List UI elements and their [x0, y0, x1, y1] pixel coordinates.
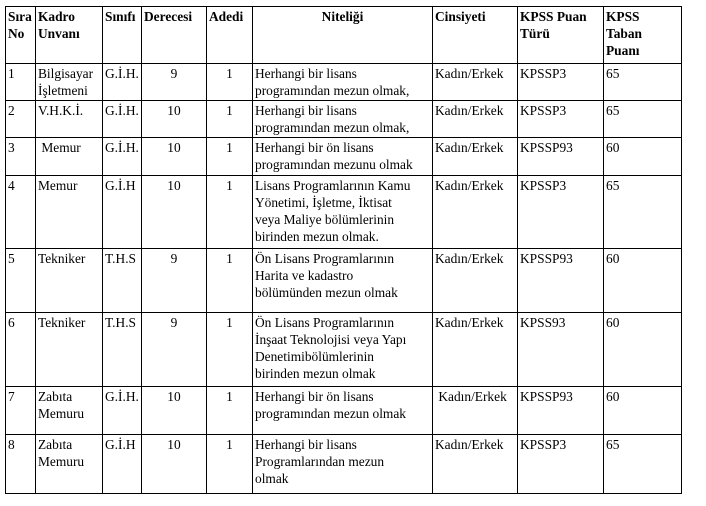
header-kpss-puan-turu: KPSS Puan Türü — [518, 7, 604, 64]
cell-sinifi: G.İ.H. — [103, 387, 142, 435]
cell-kpss-taban-puani: 60 — [604, 313, 682, 387]
cell-kpss-puan-turu: KPSS93 — [518, 313, 604, 387]
cell-derecesi: 9 — [142, 249, 207, 313]
header-cinsiyeti: Cinsiyeti — [433, 7, 518, 64]
cell-kadro: Memur — [36, 138, 103, 176]
cell-sira: 8 — [6, 435, 36, 494]
cell-kadro: V.H.K.İ. — [36, 101, 103, 138]
cell-cinsiyeti: Kadın/Erkek — [433, 176, 518, 249]
cell-derecesi: 10 — [142, 387, 207, 435]
cell-sira: 3 — [6, 138, 36, 176]
cell-adedi: 1 — [207, 387, 253, 435]
cell-kpss-puan-turu: KPSSP3 — [518, 101, 604, 138]
cell-kpss-puan-turu: KPSSP93 — [518, 138, 604, 176]
cell-sira: 5 — [6, 249, 36, 313]
table-row — [6, 435, 682, 494]
cell-niteligi: Ön Lisans Programlarının İnşaat Teknolojisi veya Yapı Denetimibölümlerinin birinden mezun olmak — [253, 313, 433, 387]
cell-adedi: 1 — [207, 101, 253, 138]
cell-cinsiyeti: Kadın/Erkek — [433, 101, 518, 138]
table-row — [6, 313, 682, 387]
cell-sinifi: G.İ.H — [103, 176, 142, 249]
cell-kpss-taban-puani: 60 — [604, 138, 682, 176]
staff-positions-table — [5, 6, 682, 494]
cell-sira: 1 — [6, 64, 36, 101]
cell-kpss-puan-turu: KPSSP93 — [518, 387, 604, 435]
cell-kadro: Zabıta Memuru — [36, 387, 103, 435]
cell-kadro: Zabıta Memuru — [36, 435, 103, 494]
table-row — [6, 138, 682, 176]
cell-sinifi: T.H.S — [103, 249, 142, 313]
cell-kpss-puan-turu: KPSSP3 — [518, 435, 604, 494]
cell-kpss-taban-puani: 60 — [604, 249, 682, 313]
cell-kpss-puan-turu: KPSSP3 — [518, 176, 604, 249]
cell-derecesi: 9 — [142, 313, 207, 387]
cell-cinsiyeti: Kadın/Erkek — [433, 313, 518, 387]
cell-sira: 7 — [6, 387, 36, 435]
cell-kadro: Bilgisayar İşletmeni — [36, 64, 103, 101]
cell-cinsiyeti: Kadın/Erkek — [433, 435, 518, 494]
cell-sinifi: T.H.S — [103, 313, 142, 387]
table-row — [6, 249, 682, 313]
header-derecesi: Derecesi — [142, 7, 207, 64]
table-row — [6, 176, 682, 249]
cell-sira: 2 — [6, 101, 36, 138]
cell-cinsiyeti: Kadın/Erkek — [433, 138, 518, 176]
table-row — [6, 387, 682, 435]
cell-niteligi: Herhangi bir lisans Programlarından mezun olmak — [253, 435, 433, 494]
cell-derecesi: 10 — [142, 101, 207, 138]
header-kpss-taban-puani: KPSS Taban Puanı — [604, 7, 682, 64]
cell-derecesi: 10 — [142, 435, 207, 494]
cell-derecesi: 10 — [142, 176, 207, 249]
cell-adedi: 1 — [207, 435, 253, 494]
cell-kpss-taban-puani: 65 — [604, 435, 682, 494]
cell-sinifi: G.İ.H. — [103, 64, 142, 101]
cell-sira: 4 — [6, 176, 36, 249]
cell-adedi: 1 — [207, 313, 253, 387]
cell-niteligi: Herhangi bir ön lisans programından mezun olmak — [253, 387, 433, 435]
cell-kadro: Tekniker — [36, 249, 103, 313]
table-row — [6, 64, 682, 101]
cell-kpss-taban-puani: 60 — [604, 387, 682, 435]
cell-niteligi: Herhangi bir ön lisans programından mezunu olmak — [253, 138, 433, 176]
header-sinifi: Sınıfı — [103, 7, 142, 64]
header-adedi: Adedi — [207, 7, 253, 64]
cell-sira: 6 — [6, 313, 36, 387]
header-row — [6, 7, 682, 64]
cell-kpss-taban-puani: 65 — [604, 64, 682, 101]
cell-sinifi: G.İ.H — [103, 435, 142, 494]
cell-kpss-puan-turu: KPSSP93 — [518, 249, 604, 313]
cell-cinsiyeti: Kadın/Erkek — [433, 64, 518, 101]
cell-niteligi: Ön Lisans Programlarının Harita ve kadastro bölümünden mezun olmak — [253, 249, 433, 313]
cell-niteligi: Lisans Programlarının Kamu Yönetimi, İşletme, İktisat veya Maliye bölümlerinin birinden mezun olmak. — [253, 176, 433, 249]
cell-adedi: 1 — [207, 138, 253, 176]
cell-sinifi: G.İ.H. — [103, 101, 142, 138]
cell-sinifi: G.İ.H. — [103, 138, 142, 176]
cell-kpss-puan-turu: KPSSP3 — [518, 64, 604, 101]
cell-kadro: Tekniker — [36, 313, 103, 387]
cell-kadro: Memur — [36, 176, 103, 249]
cell-kpss-taban-puani: 65 — [604, 101, 682, 138]
cell-adedi: 1 — [207, 176, 253, 249]
cell-niteligi: Herhangi bir lisans programından mezun olmak, — [253, 101, 433, 138]
cell-cinsiyeti: Kadın/Erkek — [433, 249, 518, 313]
cell-cinsiyeti: Kadın/Erkek — [433, 387, 518, 435]
header-kadro-unvani: Kadro Unvanı — [36, 7, 103, 64]
cell-niteligi: Herhangi bir lisans programından mezun olmak, — [253, 64, 433, 101]
cell-derecesi: 10 — [142, 138, 207, 176]
table-row — [6, 101, 682, 138]
cell-adedi: 1 — [207, 64, 253, 101]
cell-kpss-taban-puani: 65 — [604, 176, 682, 249]
header-niteligi: Niteliği — [253, 7, 433, 64]
cell-derecesi: 9 — [142, 64, 207, 101]
cell-adedi: 1 — [207, 249, 253, 313]
header-sira-no: Sıra No — [6, 7, 36, 64]
